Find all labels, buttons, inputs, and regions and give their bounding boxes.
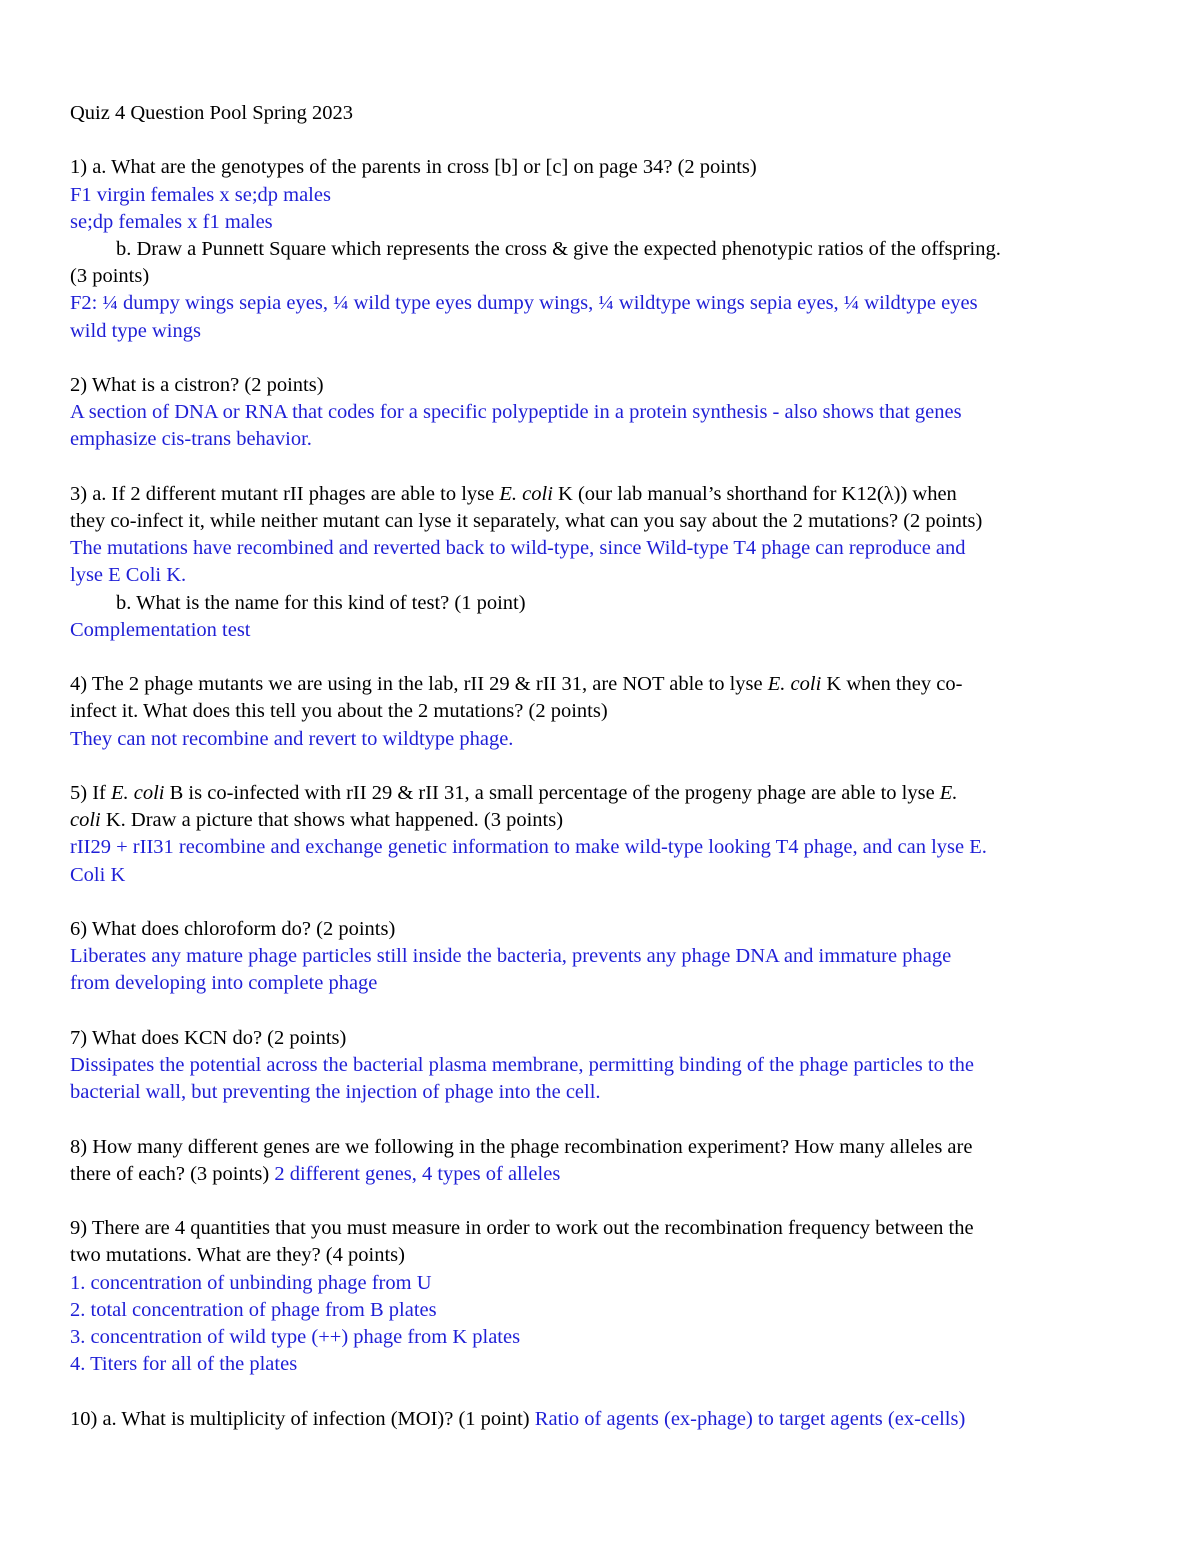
answer-1a-line-1: F1 virgin females x se;dp males	[70, 183, 331, 206]
question-3b: b. What is the name for this kind of test? (1 point)	[116, 591, 526, 614]
answer-9-item-1: 1. concentration of unbinding phage from U	[70, 1271, 432, 1294]
question-2: 2) What is a cistron? (2 points)	[70, 374, 324, 396]
answer-9-item-4: 4. Titers for all of the plates	[70, 1353, 298, 1376]
q3-ecoli: E. coli	[499, 482, 553, 505]
answer-1b-line-1: F2: ¼ dumpy wings sepia eyes, ¼ wild type eyes dumpy wings, ¼ wildtype wings sepia eyes, ¼ wildtype eyes	[70, 292, 978, 315]
q3-text-post: K (our lab manual’s shorthand for K12(λ)) when	[552, 482, 957, 505]
q5-text-mid: B is co-infected with rII 29 & rII 31, a small percentage of the progeny phage are able to lyse	[164, 782, 940, 804]
question-6: 6) What does chloroform do? (2 points)	[70, 918, 396, 940]
question-3a-line-1	[70, 481, 1130, 508]
question-9-line-1: 9) There are 4 quantities that you must measure in order to work out the recombination frequency between the	[70, 1217, 974, 1240]
question-8-line-1: 8) How many different genes are we following in the phage recombination experiment? How many alleles are	[70, 1135, 973, 1158]
question-4-line-2: infect it. What does this tell you about the 2 mutations? (2 points)	[70, 700, 608, 723]
answer-4: They can not recombine and revert to wildtype phage.	[70, 727, 514, 750]
q3-text-pre: 3) a. If 2 different mutant rII phages are able to lyse	[70, 482, 500, 505]
question-4-line-1	[70, 671, 1130, 698]
answer-1b-line-2: wild type wings	[70, 319, 201, 342]
q5-e: E.	[939, 782, 958, 804]
answer-1a-line-2: se;dp females x f1 males	[70, 210, 273, 233]
question-8-line-2	[70, 1161, 1130, 1188]
answer-6-line-2: from developing into complete phage	[70, 972, 378, 995]
question-5-line-1	[70, 780, 1130, 807]
q5-ecoli: E. coli	[110, 782, 165, 804]
answer-2-line-2: emphasize cis-trans behavior.	[70, 428, 312, 451]
question-3a-line-2: they co-infect it, while neither mutant can lyse it separately, what can you say about the 2 mutations? (2 points)	[70, 510, 983, 532]
question-10a	[70, 1406, 1130, 1433]
q5-text-post: K. Draw a picture that shows what happened. (3 points)	[100, 809, 564, 832]
answer-3a-line-2: lyse E Coli K.	[70, 564, 187, 587]
q8-text: there of each? (3 points)	[70, 1162, 275, 1185]
question-1a: 1) a. What are the genotypes of the parents in cross [b] or [c] on page 34? (2 points)	[70, 156, 757, 179]
answer-6-line-1: Liberates any mature phage particles still inside the bacteria, prevents any phage DNA and immature phage	[70, 945, 952, 968]
q5-text-pre: 5) If	[70, 782, 111, 804]
question-5-line-2	[70, 807, 1130, 834]
answer-5-line-2: Coli K	[70, 863, 126, 886]
answer-5-line-1: rII29 + rII31 recombine and exchange genetic information to make wild-type looking T4 phage, and can lyse E.	[70, 836, 987, 859]
answer-9-item-3: 3. concentration of wild type (++) phage from K plates	[70, 1326, 521, 1348]
q4-text-post: K when they co-	[821, 673, 963, 696]
question-7: 7) What does KCN do? (2 points)	[70, 1026, 347, 1049]
question-1b-line-2: (3 points)	[70, 265, 150, 288]
answer-7-line-1: Dissipates the potential across the bacterial plasma membrane, permitting binding of the phage particles to the	[70, 1054, 975, 1076]
document-title: Quiz 4 Question Pool Spring 2023	[70, 102, 354, 124]
answer-3b: Complementation test	[70, 618, 251, 641]
answer-2-line-1: A section of DNA or RNA that codes for a specific polypeptide in a protein synthesis - also shows that genes	[70, 401, 962, 424]
answer-3a-line-1: The mutations have recombined and reverted back to wild-type, since Wild-type T4 phage can reproduce and	[70, 537, 966, 560]
answer-7-line-2: bacterial wall, but preventing the injection of phage into the cell.	[70, 1081, 601, 1104]
question-1b-line-1: b. Draw a Punnett Square which represents the cross & give the expected phenotypic ratios of the offspring.	[116, 238, 1001, 260]
q4-text-pre: 4) The 2 phage mutants we are using in the lab, rII 29 & rII 31, are NOT able to lyse	[70, 673, 768, 696]
q4-ecoli: E. coli	[767, 673, 822, 696]
question-9-line-2: two mutations. What are they? (4 points)	[70, 1244, 405, 1267]
q10-text: 10) a. What is multiplicity of infection (MOI)? (1 point)	[70, 1407, 535, 1430]
answer-10a: Ratio of agents (ex-phage) to target agents (ex-cells)	[534, 1407, 966, 1430]
answer-9-item-2: 2. total concentration of phage from B plates	[70, 1298, 437, 1321]
q5-coli: coli	[70, 809, 101, 832]
answer-8: 2 different genes, 4 types of alleles	[274, 1162, 561, 1185]
